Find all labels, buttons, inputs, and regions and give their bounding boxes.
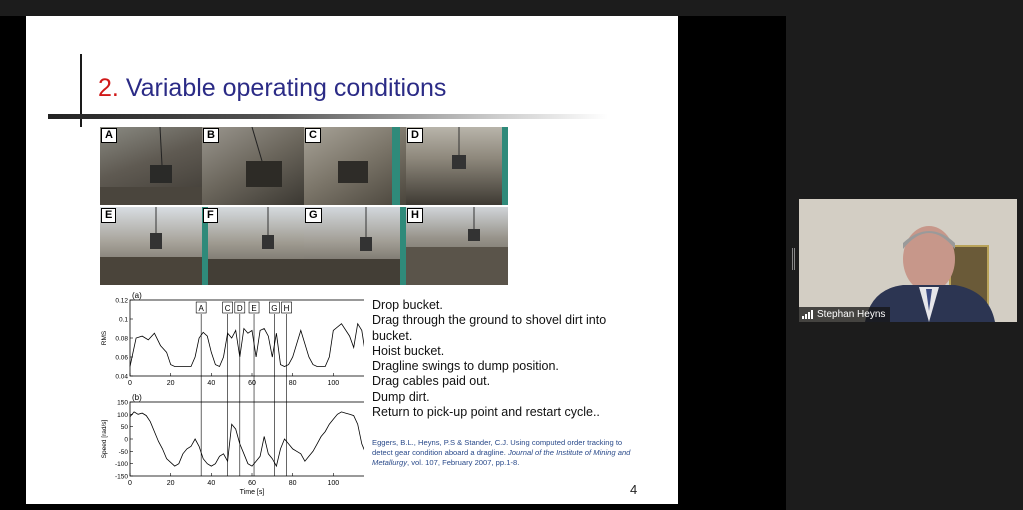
photo-h: [406, 207, 508, 285]
y-tick-label: 0.06: [115, 354, 128, 362]
event-marker-label: D: [236, 304, 243, 313]
reference-citation: [372, 438, 632, 468]
event-marker-label: H: [283, 304, 290, 313]
title-underline: [48, 114, 608, 119]
slide-title-text: Variable operating conditions: [125, 74, 447, 102]
reference-details: , vol. 107, February 2007, pp.1-8.: [407, 458, 520, 467]
x-tick-label: 0: [128, 480, 132, 487]
photo-a: [100, 127, 202, 205]
reference-journal: Journal of the Institute of Mining and Metallurgy: [372, 448, 631, 467]
x-tick-label: 80: [288, 480, 297, 487]
presentation-slide: [26, 16, 678, 504]
y-tick-label: 0: [124, 436, 128, 444]
panel-label: (a): [132, 291, 142, 300]
x-tick-label: 0: [128, 380, 132, 387]
panel-resize-handle[interactable]: [792, 248, 795, 270]
event-marker-label: C: [224, 304, 231, 313]
step-item: Drag cables paid out.: [372, 374, 491, 389]
event-marker-label: E: [251, 304, 257, 313]
x-tick-label: 20: [166, 380, 175, 387]
step-item: Drop bucket.: [372, 298, 443, 312]
x-tick-label: 40: [207, 480, 216, 487]
step-item: Hoist bucket.: [372, 343, 445, 358]
x-tick-label: 80: [288, 380, 297, 387]
step-item: Dragline swings to dump position.: [372, 359, 559, 374]
y-axis-label: Speed [rad/s]: [101, 419, 108, 459]
event-marker-label: G: [271, 304, 278, 313]
y-tick-label: 150: [117, 399, 128, 407]
slide-page-number: 4: [630, 482, 638, 497]
plot-frame: [130, 300, 364, 376]
y-tick-label: -150: [114, 473, 128, 481]
slide-title-number: 2.: [98, 74, 119, 102]
plot-frame: [130, 402, 364, 476]
y-axis-label: RMS: [101, 330, 108, 346]
photo-label: G: [305, 208, 322, 223]
series-line: [130, 324, 364, 367]
photo-g: [304, 207, 406, 285]
photo-d: [406, 127, 508, 205]
photo-label: C: [305, 128, 321, 143]
y-tick-label: 0.12: [115, 297, 128, 305]
slide-title: [98, 74, 446, 103]
panel-label: (b): [132, 393, 142, 402]
x-tick-label: 20: [166, 480, 175, 487]
y-tick-label: 0.1: [118, 316, 128, 324]
photo-f: [202, 207, 304, 285]
x-tick-label: 100: [327, 480, 340, 487]
y-tick-label: 100: [117, 411, 128, 419]
x-tick-label: 40: [207, 380, 216, 387]
step-item: Drag through the ground to shovel dirt into bucket.: [372, 313, 607, 343]
reference-authors: Eggers, B.L., Heyns, P.S & Stander, C.J. Using computed order tracking to detect gear condition aboard a dragline.: [372, 438, 623, 457]
y-tick-label: -100: [114, 461, 128, 469]
y-tick-label: -50: [118, 448, 128, 456]
participant-name-tag: [799, 307, 890, 322]
x-tick-label: 100: [327, 380, 340, 387]
y-tick-label: 0.04: [115, 373, 128, 381]
photo-label: D: [407, 128, 423, 143]
photo-b: [202, 127, 304, 205]
x-tick-label: 60: [248, 480, 256, 487]
signal-strength-icon: [802, 310, 813, 319]
signal-plots: [74, 288, 364, 504]
photo-c: [304, 127, 406, 205]
event-marker-label: A: [198, 304, 204, 313]
photo-e: [100, 207, 202, 285]
y-tick-label: 50: [120, 424, 128, 432]
y-tick-label: 0.08: [115, 335, 128, 343]
participant-name: Stephan Heyns: [817, 309, 886, 320]
photo-label: B: [203, 128, 219, 143]
x-axis-label: Time [s]: [239, 489, 265, 496]
photo-label: H: [407, 208, 423, 223]
photo-label: A: [101, 128, 117, 143]
x-tick-label: 60: [248, 380, 256, 387]
participant-video-tile[interactable]: [799, 199, 1017, 322]
step-item: Dump dirt.: [372, 389, 430, 404]
series-line: [130, 412, 364, 469]
photo-label: F: [203, 208, 218, 223]
step-item: Return to pick-up point and restart cycle..: [372, 405, 600, 420]
participant-video-feed: [799, 199, 1017, 322]
photo-label: E: [101, 208, 116, 223]
process-steps-list: [372, 298, 640, 420]
